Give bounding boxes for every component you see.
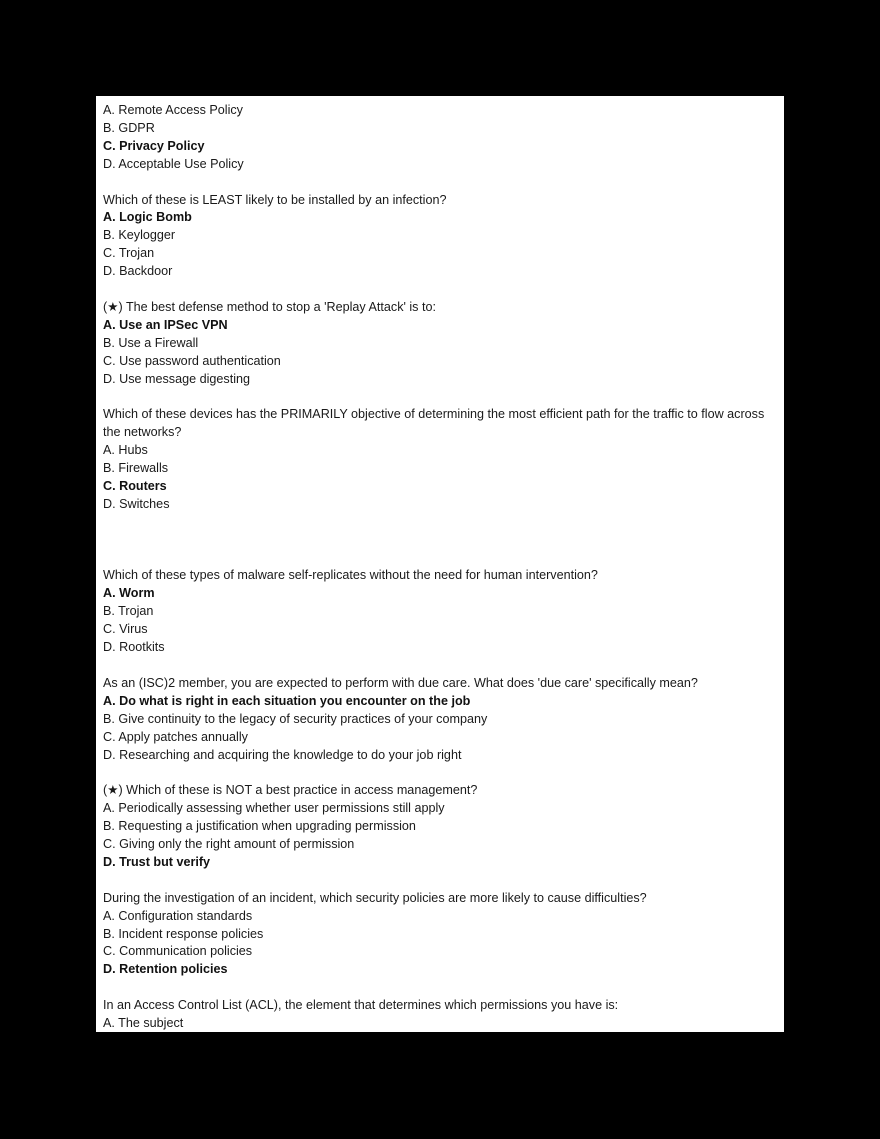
answer-option: B. Incident response policies bbox=[103, 926, 264, 941]
question-text: Which of these devices has the PRIMARILY objective of determining the most efficient path for the traffic to flow across the networks? bbox=[103, 407, 765, 440]
correct-answer-option: C. Privacy Policy bbox=[103, 138, 205, 153]
answer-option: C. Trojan bbox=[103, 246, 155, 261]
answer-option: D. Rootkits bbox=[103, 640, 165, 655]
question-block bbox=[103, 102, 775, 174]
block-spacer bbox=[103, 657, 775, 675]
block-spacer bbox=[103, 388, 775, 406]
answer-option: A. Remote Access Policy bbox=[103, 103, 243, 117]
block-spacer bbox=[103, 281, 775, 299]
answer-option: C. Apply patches annually bbox=[103, 729, 248, 744]
answer-option: B. Trojan bbox=[103, 604, 154, 619]
block-spacer bbox=[103, 514, 775, 568]
answer-option: D. Use message digesting bbox=[103, 371, 250, 386]
question-block bbox=[103, 406, 775, 513]
answer-option: B. Keylogger bbox=[103, 228, 176, 243]
answer-option: B. GDPR bbox=[103, 120, 155, 135]
question-block bbox=[103, 192, 775, 282]
correct-answer-option: A. Logic Bomb bbox=[103, 210, 192, 225]
answer-option: B. Firewalls bbox=[103, 461, 169, 476]
correct-answer-option: D. Retention policies bbox=[103, 962, 228, 977]
answer-option: D. Backdoor bbox=[103, 264, 173, 279]
question-block bbox=[103, 299, 775, 389]
correct-answer-option: C. Routers bbox=[103, 478, 167, 493]
block-spacer bbox=[103, 979, 775, 997]
question-text: Which of these is LEAST likely to be installed by an infection? bbox=[103, 192, 447, 207]
answer-option: B. Use a Firewall bbox=[103, 335, 199, 350]
block-spacer bbox=[103, 174, 775, 192]
question-text: Which of these types of malware self-replicates without the need for human intervention? bbox=[103, 568, 598, 583]
block-spacer bbox=[103, 872, 775, 890]
question-block bbox=[103, 782, 775, 872]
answer-option: D. Switches bbox=[103, 496, 170, 511]
answer-option: A. Periodically assessing whether user permissions still apply bbox=[103, 801, 445, 816]
block-spacer bbox=[103, 764, 775, 782]
answer-option: A. Hubs bbox=[103, 443, 148, 458]
quiz-content bbox=[103, 102, 775, 1032]
answer-option: D. Researching and acquiring the knowledge to do your job right bbox=[103, 747, 462, 762]
correct-answer-option: A. Do what is right in each situation you encounter on the job bbox=[103, 693, 471, 708]
correct-answer-option: A. Use an IPSec VPN bbox=[103, 317, 228, 332]
question-text: As an (ISC)2 member, you are expected to perform with due care. What does 'due care' specifically mean? bbox=[103, 675, 698, 690]
document-page bbox=[96, 96, 784, 1032]
question-block bbox=[103, 890, 775, 980]
answer-option: A. Configuration standards bbox=[103, 908, 253, 923]
answer-option: A. The subject bbox=[103, 1016, 184, 1031]
answer-option: C. Communication policies bbox=[103, 944, 253, 959]
correct-answer-option: D. Trust but verify bbox=[103, 854, 211, 869]
correct-answer-option: A. Worm bbox=[103, 586, 155, 601]
answer-option: D. Acceptable Use Policy bbox=[103, 156, 244, 171]
question-block bbox=[103, 675, 775, 765]
question-text: During the investigation of an incident, which security policies are more likely to cause difficulties? bbox=[103, 890, 647, 905]
question-block bbox=[103, 567, 775, 657]
answer-option: C. Virus bbox=[103, 622, 148, 637]
question-text: (★) The best defense method to stop a 'Replay Attack' is to: bbox=[103, 299, 436, 314]
question-block bbox=[103, 997, 775, 1032]
answer-option: B. Give continuity to the legacy of security practices of your company bbox=[103, 711, 488, 726]
answer-option: C. Use password authentication bbox=[103, 353, 281, 368]
question-text: (★) Which of these is NOT a best practice in access management? bbox=[103, 783, 478, 798]
answer-option: B. Requesting a justification when upgrading permission bbox=[103, 819, 416, 834]
answer-option: C. Giving only the right amount of permission bbox=[103, 837, 355, 852]
question-text: In an Access Control List (ACL), the element that determines which permissions you have is: bbox=[103, 998, 619, 1013]
